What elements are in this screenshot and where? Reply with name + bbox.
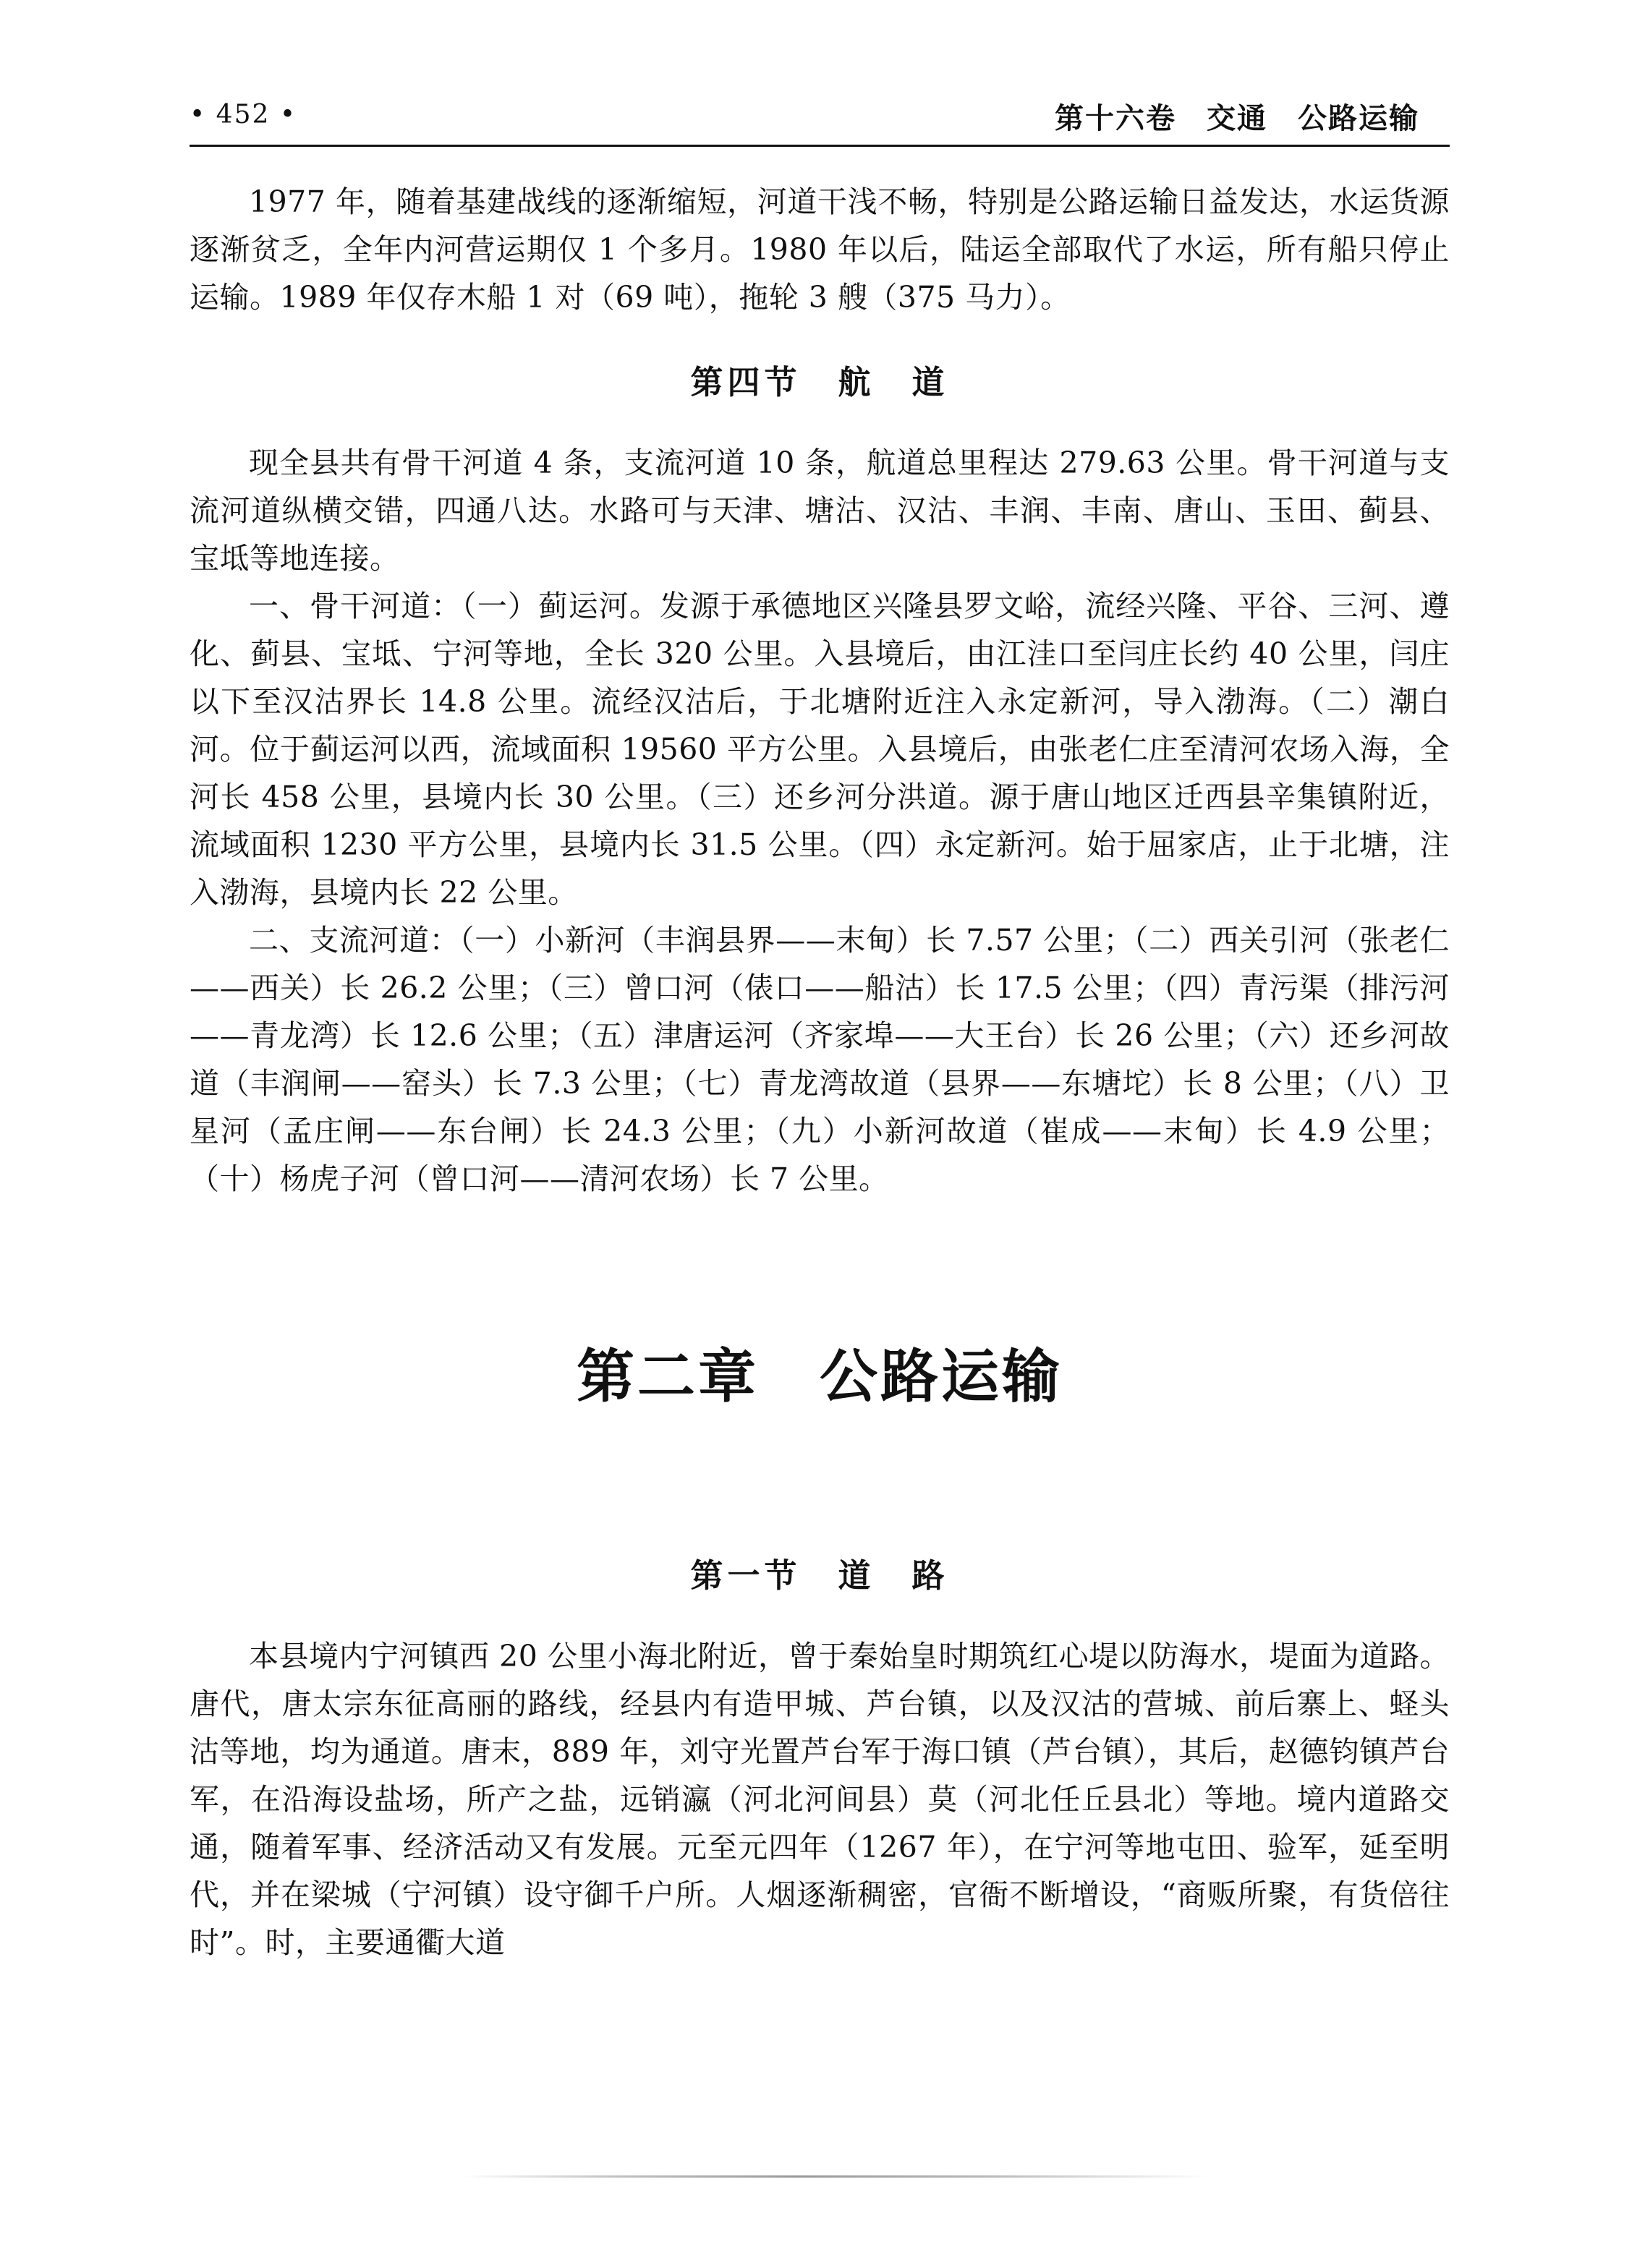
section-title-roads: 第一节 道 路 (690, 1556, 949, 1595)
running-head: 第十六卷 交通 公路运输 (1055, 102, 1419, 135)
section-title-waterways: 第四节 航 道 (690, 363, 949, 401)
paragraph-road-history: 本县境内宁河镇西 20 公里小海北附近，曾于秦始皇时期筑红心堤以防海水，堤面为道路。唐代，唐太宗东征高丽的路线，经县内有造甲城、芦台镇，以及汉沽的营城、前后寨上、蛏头沽等地，均为通道。唐末，889 年，刘守光置芦台军于海口镇（芦台镇），其后，赵德钧镇芦台军，在沿海设盐场，所产之盐，远销瀛（河北河间县）莫（河北任丘县北）等地。境内道路交通，随着军事、经济活动又有发展。元至元四年（1267 年），在宁河等地屯田、验军，延至明代，并在梁城（宁河镇）设守御千户所。人烟逐渐稠密，官衙不断增设，“商贩所聚，有货倍往时”。时，主要通衢大道 (190, 1639, 1450, 1960)
header-rule (190, 145, 1450, 147)
paragraph-waterways-overview: 现全县共有骨干河道 4 条，支流河道 10 条，航道总里程达 279.63 公里。骨干河道与支流河道纵横交错，四通八达。水路可与天津、塘沽、汉沽、丰润、丰南、唐山、玉田、蓟县、宝坻等地连接。 (190, 446, 1450, 576)
page-number: • 452 • (190, 100, 297, 129)
page-body (190, 178, 1450, 1966)
paragraph-branch-rivers: 二、支流河道：（一）小新河（丰润县界——末甸）长 7.57 公里；（二）西关引河（张老仁——西关）长 26.2 公里；（三）曾口河（俵口——船沽）长 17.5 公里；（四）青污渠（排污河——青龙湾）长 12.6 公里；（五）津唐运河（齐家埠——大王台）长 26 公里；（六）还乡河故道（丰润闸——窑头）长 7.3 公里；（七）青龙湾故道（县界——东塘坨）长 8 公里；（八）卫星河（孟庄闸——东台闸）长 24.3 公里；（九）小新河故道（崔成——末甸）长 4.9 公里；（十）杨虎子河（曾口河——清河农场）长 7 公里。 (190, 923, 1450, 1196)
scan-artifact (463, 2175, 1208, 2178)
chapter-title: 第二章 公路运输 (577, 1343, 1063, 1410)
paragraph-trunk-rivers: 一、骨干河道：（一）蓟运河。发源于承德地区兴隆县罗文峪，流经兴隆、平谷、三河、遵化、蓟县、宝坻、宁河等地，全长 320 公里。入县境后，由江洼口至闫庄长约 40 公里，闫庄以下至汉沽界长 14.8 公里。流经汉沽后，于北塘附近注入永定新河，导入渤海。（二）潮白河。位于蓟运河以西，流域面积 19560 平方公里。入县境后，由张老仁庄至清河农场入海，全河长 458 公里，县境内长 30 公里。（三）还乡河分洪道。源于唐山地区迁西县辛集镇附近，流域面积 1230 平方公里，县境内长 31.5 公里。（四）永定新河。始于屈家店，止于北塘，注入渤海，县境内长 22 公里。 (190, 589, 1450, 910)
paragraph-water-transport-decline: 1977 年，随着基建战线的逐渐缩短，河道干浅不畅，特别是公路运输日益发达，水运货源逐渐贫乏，全年内河营运期仅 1 个多月。1980 年以后，陆运全部取代了水运，所有船只停止运输。1989 年仅存木船 1 对（69 吨），拖轮 3 艘（375 马力）。 (190, 184, 1450, 315)
